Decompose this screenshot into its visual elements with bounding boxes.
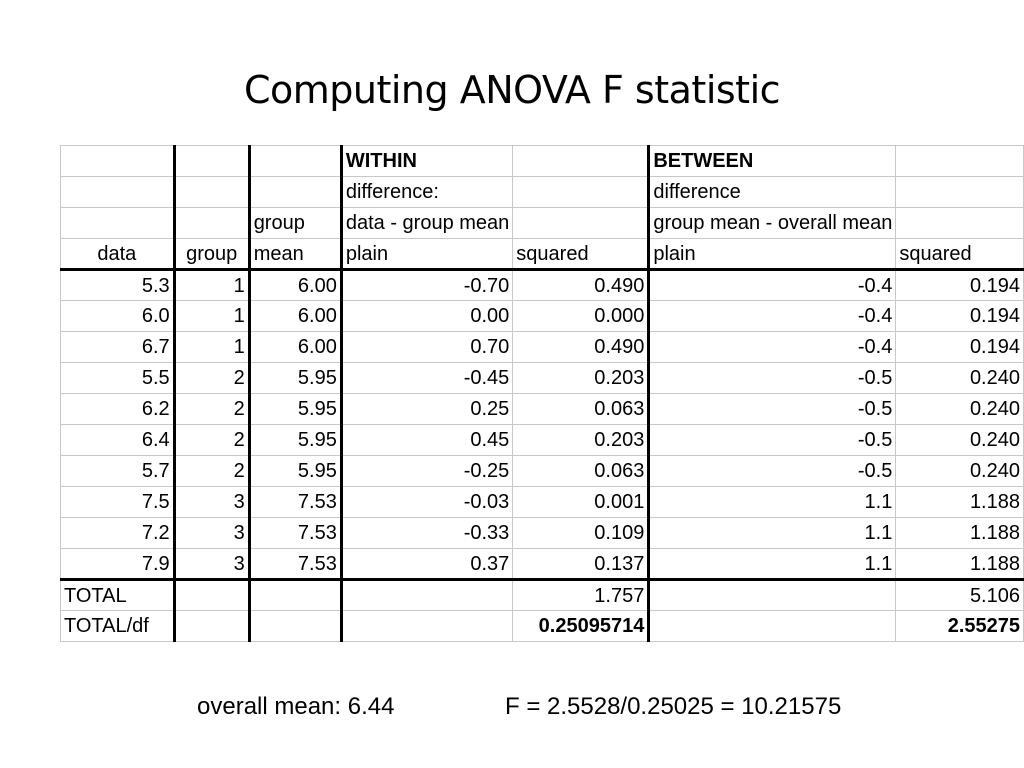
slide-title: Computing ANOVA F statistic (243, 68, 781, 112)
data-cell-within-squared: 0.203 (513, 363, 649, 394)
total-cell-within-squared: 0.25095714 (513, 611, 649, 642)
data-cell-between-plain: -0.5 (649, 425, 896, 456)
header-cell-within-squared (513, 177, 649, 208)
data-cell-group: 2 (174, 394, 249, 425)
data-cell-within-squared: 0.137 (513, 549, 649, 580)
total-cell-between-plain (649, 580, 896, 611)
data-cell-between-plain: 1.1 (649, 487, 896, 518)
data-cell-within-plain: -0.33 (341, 518, 512, 549)
data-cell-within-squared: 0.000 (513, 301, 649, 332)
data-cell-group-mean: 5.95 (249, 425, 341, 456)
data-cell-data: 6.2 (61, 394, 175, 425)
data-row (61, 549, 1024, 580)
data-cell-group-mean: 5.95 (249, 363, 341, 394)
total-cell-between-squared: 5.106 (896, 580, 1024, 611)
data-cell-between-plain: -0.4 (649, 301, 896, 332)
data-cell-data: 7.5 (61, 487, 175, 518)
data-cell-within-squared: 0.109 (513, 518, 649, 549)
header-cell-between-plain: difference (649, 177, 896, 208)
data-cell-within-plain: -0.25 (341, 456, 512, 487)
data-cell-within-plain: 0.37 (341, 549, 512, 580)
total-cell-within-plain (341, 580, 512, 611)
data-cell-between-plain: -0.4 (649, 270, 896, 301)
data-cell-within-squared: 0.063 (513, 394, 649, 425)
data-row (61, 425, 1024, 456)
data-cell-group-mean: 7.53 (249, 487, 341, 518)
data-cell-within-plain: 0.00 (341, 301, 512, 332)
header-cell-group-mean (249, 146, 341, 177)
header-cell-group: group (174, 239, 249, 270)
total-cell-group-mean (249, 611, 341, 642)
data-cell-within-plain: -0.45 (341, 363, 512, 394)
f-statistic-formula: F = 2.5528/0.25025 = 10.21575 (505, 693, 842, 720)
total-row (61, 611, 1024, 642)
header-cell-between-squared (896, 208, 1024, 239)
total-cell-between-plain (649, 611, 896, 642)
total-cell-group (174, 611, 249, 642)
data-cell-group: 3 (174, 487, 249, 518)
data-cell-between-plain: 1.1 (649, 518, 896, 549)
header-cell-group (174, 177, 249, 208)
data-cell-between-squared: 1.188 (896, 549, 1024, 580)
header-cell-data (61, 177, 175, 208)
data-cell-within-plain: -0.70 (341, 270, 512, 301)
data-cell-group-mean: 6.00 (249, 270, 341, 301)
total-cell-between-squared: 2.55275 (896, 611, 1024, 642)
data-cell-group-mean: 5.95 (249, 456, 341, 487)
data-cell-data: 7.2 (61, 518, 175, 549)
data-cell-group-mean: 7.53 (249, 549, 341, 580)
data-cell-group: 1 (174, 332, 249, 363)
data-cell-between-squared: 0.240 (896, 425, 1024, 456)
data-cell-between-plain: -0.5 (649, 456, 896, 487)
data-row (61, 270, 1024, 301)
header-cell-group-mean (249, 177, 341, 208)
header-cell-group (174, 146, 249, 177)
total-cell-data: TOTAL (61, 580, 175, 611)
anova-table (60, 145, 1024, 642)
data-row (61, 456, 1024, 487)
data-cell-group-mean: 6.00 (249, 301, 341, 332)
header-cell-data: data (61, 239, 175, 270)
data-row (61, 487, 1024, 518)
header-cell-between-squared (896, 177, 1024, 208)
header-cell-between-squared: squared (896, 239, 1024, 270)
data-cell-between-plain: 1.1 (649, 549, 896, 580)
header-cell-within-plain: difference: (341, 177, 512, 208)
header-cell-within-plain: plain (341, 239, 512, 270)
data-row (61, 394, 1024, 425)
data-cell-within-plain: 0.25 (341, 394, 512, 425)
data-cell-data: 5.7 (61, 456, 175, 487)
data-cell-within-plain: 0.70 (341, 332, 512, 363)
data-cell-group-mean: 7.53 (249, 518, 341, 549)
header-cell-between-plain: BETWEEN (649, 146, 896, 177)
data-cell-within-squared: 0.063 (513, 456, 649, 487)
header-cell-within-squared (513, 146, 649, 177)
data-cell-between-squared: 1.188 (896, 487, 1024, 518)
data-cell-within-squared: 0.001 (513, 487, 649, 518)
data-cell-data: 6.7 (61, 332, 175, 363)
header-cell-within-plain: data - group mean (341, 208, 512, 239)
data-cell-between-squared: 1.188 (896, 518, 1024, 549)
data-cell-between-squared: 0.194 (896, 301, 1024, 332)
data-cell-between-plain: -0.5 (649, 394, 896, 425)
header-row (61, 146, 1024, 177)
data-cell-group-mean: 6.00 (249, 332, 341, 363)
total-cell-within-squared: 1.757 (513, 580, 649, 611)
header-cell-between-squared (896, 146, 1024, 177)
total-cell-group-mean (249, 580, 341, 611)
data-cell-data: 6.0 (61, 301, 175, 332)
header-cell-within-plain: WITHIN (341, 146, 512, 177)
data-cell-between-squared: 0.194 (896, 332, 1024, 363)
data-cell-within-squared: 0.203 (513, 425, 649, 456)
data-cell-between-squared: 0.240 (896, 394, 1024, 425)
header-cell-between-plain: group mean - overall mean (649, 208, 896, 239)
data-cell-between-plain: -0.4 (649, 332, 896, 363)
data-cell-group: 3 (174, 549, 249, 580)
header-row (61, 208, 1024, 239)
header-cell-group-mean: mean (249, 239, 341, 270)
overall-mean-label: overall mean: 6.44 (197, 693, 395, 720)
data-row (61, 301, 1024, 332)
data-cell-group: 2 (174, 363, 249, 394)
header-cell-group-mean: group (249, 208, 341, 239)
data-cell-data: 5.5 (61, 363, 175, 394)
data-row (61, 518, 1024, 549)
data-cell-group: 2 (174, 425, 249, 456)
data-cell-within-squared: 0.490 (513, 270, 649, 301)
data-cell-data: 6.4 (61, 425, 175, 456)
total-cell-within-plain (341, 611, 512, 642)
data-cell-between-squared: 0.194 (896, 270, 1024, 301)
data-row (61, 363, 1024, 394)
header-cell-between-plain: plain (649, 239, 896, 270)
data-cell-group: 1 (174, 301, 249, 332)
data-cell-within-plain: -0.03 (341, 487, 512, 518)
data-cell-group: 3 (174, 518, 249, 549)
data-cell-between-plain: -0.5 (649, 363, 896, 394)
data-cell-group-mean: 5.95 (249, 394, 341, 425)
data-row (61, 332, 1024, 363)
total-cell-data: TOTAL/df (61, 611, 175, 642)
header-cell-data (61, 146, 175, 177)
data-cell-data: 5.3 (61, 270, 175, 301)
data-cell-group: 2 (174, 456, 249, 487)
data-cell-within-squared: 0.490 (513, 332, 649, 363)
data-cell-data: 7.9 (61, 549, 175, 580)
header-cell-data (61, 208, 175, 239)
header-cell-group (174, 208, 249, 239)
total-cell-group (174, 580, 249, 611)
data-cell-group: 1 (174, 270, 249, 301)
total-row (61, 580, 1024, 611)
data-cell-between-squared: 0.240 (896, 363, 1024, 394)
data-cell-between-squared: 0.240 (896, 456, 1024, 487)
header-row (61, 239, 1024, 270)
header-row (61, 177, 1024, 208)
header-cell-within-squared: squared (513, 239, 649, 270)
data-cell-within-plain: 0.45 (341, 425, 512, 456)
header-cell-within-squared (513, 208, 649, 239)
